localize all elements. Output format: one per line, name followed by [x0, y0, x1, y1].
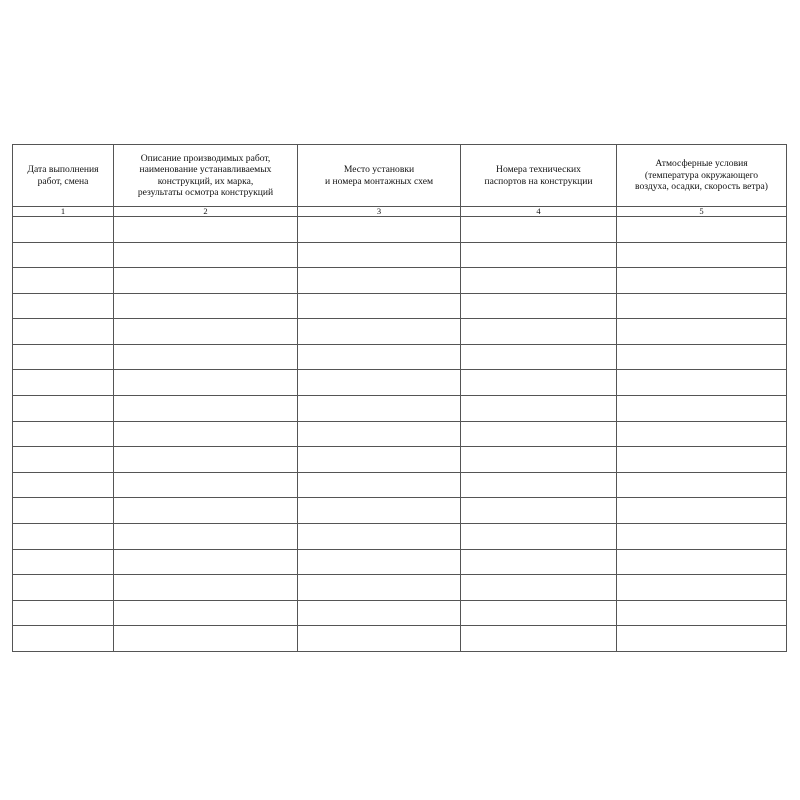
table-cell[interactable] [617, 268, 787, 294]
table-cell[interactable] [298, 421, 461, 447]
table-row [13, 319, 787, 345]
table-row [13, 549, 787, 575]
table-cell[interactable] [461, 319, 617, 345]
table-cell[interactable] [617, 447, 787, 473]
table-cell[interactable] [461, 626, 617, 652]
table-cell[interactable] [298, 268, 461, 294]
table-row [13, 396, 787, 422]
table-cell[interactable] [13, 447, 114, 473]
table-row [13, 268, 787, 294]
table-row [13, 523, 787, 549]
table-cell[interactable] [13, 268, 114, 294]
table-row [13, 217, 787, 243]
table-cell[interactable] [114, 268, 298, 294]
table-cell[interactable] [461, 498, 617, 524]
table-cell[interactable] [617, 575, 787, 601]
column-number-1: 1 [13, 207, 114, 217]
journal-body [13, 217, 787, 652]
table-row [13, 600, 787, 626]
table-cell[interactable] [617, 370, 787, 396]
table-cell[interactable] [13, 626, 114, 652]
table-cell[interactable] [461, 370, 617, 396]
table-cell[interactable] [13, 523, 114, 549]
table-cell[interactable] [298, 242, 461, 268]
table-cell[interactable] [617, 421, 787, 447]
table-row [13, 575, 787, 601]
table-cell[interactable] [461, 600, 617, 626]
table-cell[interactable] [13, 549, 114, 575]
table-cell[interactable] [461, 344, 617, 370]
table-cell[interactable] [461, 421, 617, 447]
table-cell[interactable] [298, 319, 461, 345]
table-row [13, 370, 787, 396]
table-row [13, 626, 787, 652]
table-cell[interactable] [13, 600, 114, 626]
table-cell[interactable] [298, 549, 461, 575]
header-installation-place: Место установки и номера монтажных схем [298, 145, 461, 207]
table-cell[interactable] [114, 447, 298, 473]
column-number-5: 5 [617, 207, 787, 217]
table-cell[interactable] [114, 498, 298, 524]
header-weather-conditions: Атмосферные условия (температура окружающего воздуха, осадки, скорость ветра) [617, 145, 787, 207]
column-number-3: 3 [298, 207, 461, 217]
table-cell[interactable] [617, 344, 787, 370]
table-cell[interactable] [114, 575, 298, 601]
header-passport-numbers: Номера технических паспортов на конструкции [461, 145, 617, 207]
table-cell[interactable] [114, 626, 298, 652]
table-cell[interactable] [13, 472, 114, 498]
table-cell[interactable] [298, 575, 461, 601]
table-cell[interactable] [298, 344, 461, 370]
table-cell[interactable] [13, 319, 114, 345]
table-row [13, 421, 787, 447]
table-cell[interactable] [461, 447, 617, 473]
table-cell[interactable] [114, 421, 298, 447]
table-cell[interactable] [114, 549, 298, 575]
table-cell[interactable] [298, 472, 461, 498]
table-cell[interactable] [298, 217, 461, 243]
table-cell[interactable] [461, 268, 617, 294]
table-row [13, 447, 787, 473]
column-number-4: 4 [461, 207, 617, 217]
column-number-row [13, 207, 787, 217]
table-cell[interactable] [617, 242, 787, 268]
installation-journal-table [12, 144, 787, 652]
table-cell[interactable] [461, 217, 617, 243]
table-cell[interactable] [617, 498, 787, 524]
table-cell[interactable] [461, 523, 617, 549]
table-cell[interactable] [298, 498, 461, 524]
table-cell[interactable] [114, 242, 298, 268]
table-row [13, 293, 787, 319]
table-cell[interactable] [617, 217, 787, 243]
table-cell[interactable] [114, 396, 298, 422]
header-work-description: Описание производимых работ, наименование устанавливаемых конструкций, их марка, результаты осмотра конструкций [114, 145, 298, 207]
table-cell[interactable] [298, 600, 461, 626]
table-cell[interactable] [114, 293, 298, 319]
table-cell[interactable] [617, 549, 787, 575]
column-number-2: 2 [114, 207, 298, 217]
table-cell[interactable] [461, 575, 617, 601]
table-cell[interactable] [114, 600, 298, 626]
table-row [13, 472, 787, 498]
table-cell[interactable] [13, 396, 114, 422]
table-cell[interactable] [114, 319, 298, 345]
table-cell[interactable] [461, 396, 617, 422]
table-cell[interactable] [114, 472, 298, 498]
table-cell[interactable] [617, 600, 787, 626]
table-cell[interactable] [298, 370, 461, 396]
header-row [13, 145, 787, 207]
table-cell[interactable] [114, 217, 298, 243]
table-cell[interactable] [13, 293, 114, 319]
table-cell[interactable] [617, 396, 787, 422]
table-cell[interactable] [617, 319, 787, 345]
table-cell[interactable] [114, 344, 298, 370]
table-row [13, 344, 787, 370]
table-cell[interactable] [298, 523, 461, 549]
table-cell[interactable] [13, 498, 114, 524]
table-cell[interactable] [617, 293, 787, 319]
table-cell[interactable] [114, 523, 298, 549]
table-cell[interactable] [298, 447, 461, 473]
table-cell[interactable] [461, 472, 617, 498]
table-cell[interactable] [13, 575, 114, 601]
table-cell[interactable] [298, 396, 461, 422]
table-cell[interactable] [13, 421, 114, 447]
table-cell[interactable] [114, 370, 298, 396]
table-cell[interactable] [461, 293, 617, 319]
table-cell[interactable] [617, 523, 787, 549]
header-date: Дата выполнения работ, смена [13, 145, 114, 207]
table-cell[interactable] [13, 242, 114, 268]
table-cell[interactable] [461, 242, 617, 268]
table-cell[interactable] [617, 472, 787, 498]
table-cell[interactable] [298, 293, 461, 319]
table-cell[interactable] [13, 344, 114, 370]
table-row [13, 498, 787, 524]
table-cell[interactable] [298, 626, 461, 652]
table-cell[interactable] [461, 549, 617, 575]
table-cell[interactable] [13, 217, 114, 243]
table-row [13, 242, 787, 268]
table-cell[interactable] [617, 626, 787, 652]
table-cell[interactable] [13, 370, 114, 396]
